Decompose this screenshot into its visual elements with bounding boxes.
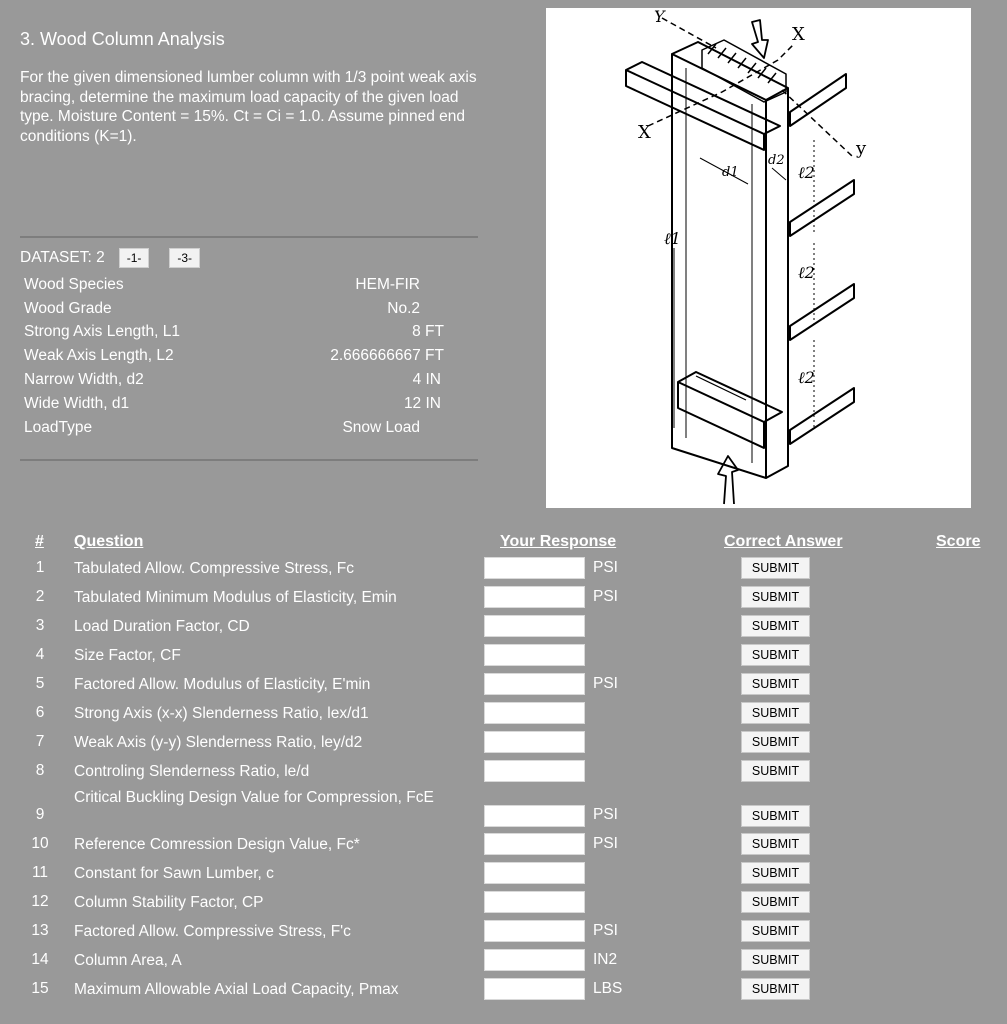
param-value: 12 IN [403, 395, 441, 412]
submit-button[interactable]: SUBMIT [741, 833, 810, 855]
param-label: LoadType [24, 419, 93, 436]
dim-label-l1: ℓ1 [664, 229, 681, 248]
question-number: 14 [31, 951, 49, 968]
question-row [0, 862, 1007, 886]
param-label: Wood Species [24, 276, 124, 293]
question-number: 3 [35, 617, 45, 634]
question-row [0, 644, 1007, 668]
unit-label: IN2 [593, 951, 618, 968]
question-text: Maximum Allowable Axial Load Capacity, Pmax [74, 981, 399, 998]
param-label: Strong Axis Length, L1 [24, 323, 180, 340]
col-header-score: Score [936, 533, 981, 550]
submit-button[interactable]: SUBMIT [741, 557, 810, 579]
divider-bottom [20, 459, 478, 461]
param-value: No.2 [387, 300, 420, 317]
unit-label: LBS [593, 980, 623, 997]
question-row [0, 978, 1007, 1002]
param-wide-width [24, 395, 448, 417]
unit-label: PSI [593, 835, 618, 852]
question-row [0, 702, 1007, 726]
param-wood-species [24, 276, 448, 298]
response-input[interactable] [484, 920, 585, 942]
submit-button[interactable]: SUBMIT [741, 805, 810, 827]
question-row [0, 673, 1007, 697]
question-row [0, 891, 1007, 915]
dim-label-l2-2: ℓ2 [798, 263, 815, 282]
param-value: 8 FT [412, 323, 444, 340]
submit-button[interactable]: SUBMIT [741, 702, 810, 724]
question-row [0, 586, 1007, 610]
param-value: HEM-FIR [355, 276, 420, 293]
submit-button[interactable]: SUBMIT [741, 644, 810, 666]
unit-label: PSI [593, 675, 618, 692]
question-text: Strong Axis (x-x) Slenderness Ratio, lex/d1 [74, 705, 369, 722]
response-input[interactable] [484, 891, 585, 913]
unit-label: PSI [593, 922, 618, 939]
question-number: 8 [35, 762, 45, 779]
param-label: Weak Axis Length, L2 [24, 347, 174, 364]
response-input[interactable] [484, 949, 585, 971]
question-row [0, 557, 1007, 581]
col-header-correct-answer: Correct Answer [724, 533, 843, 550]
dataset-3-button[interactable]: -3- [169, 248, 200, 268]
question-row [0, 833, 1007, 857]
axis-label-x-top: X [792, 24, 805, 45]
unit-label: PSI [593, 559, 618, 576]
question-number: 1 [35, 559, 45, 576]
question-number: 9 [35, 806, 45, 823]
submit-button[interactable]: SUBMIT [741, 673, 810, 695]
response-input[interactable] [484, 862, 585, 884]
question-text: Factored Allow. Compressive Stress, F'c [74, 923, 351, 940]
question-row [0, 760, 1007, 784]
submit-button[interactable]: SUBMIT [741, 978, 810, 1000]
question-row [0, 615, 1007, 639]
col-header-number: # [35, 533, 44, 550]
dim-label-l2-1: ℓ2 [798, 163, 815, 182]
question-number: 12 [31, 893, 49, 910]
question-text: Reference Comression Design Value, Fc* [74, 836, 360, 853]
response-input[interactable] [484, 557, 585, 579]
param-label: Wide Width, d1 [24, 395, 130, 412]
question-number: 7 [35, 733, 45, 750]
param-strong-axis-length [24, 323, 448, 345]
question-number: 15 [31, 980, 49, 997]
axis-label-x-left: X [638, 122, 651, 143]
dim-label-d1: d1 [722, 165, 739, 180]
question-text: Column Stability Factor, CP [74, 894, 264, 911]
submit-button[interactable]: SUBMIT [741, 760, 810, 782]
response-input[interactable] [484, 833, 585, 855]
param-wood-grade [24, 300, 448, 322]
question-text: Tabulated Allow. Compressive Stress, Fc [74, 560, 354, 577]
question-row [0, 949, 1007, 973]
response-input[interactable] [484, 805, 585, 827]
dataset-1-button[interactable]: -1- [119, 248, 150, 268]
response-input[interactable] [484, 615, 585, 637]
submit-button[interactable]: SUBMIT [741, 891, 810, 913]
question-text: Size Factor, CF [74, 647, 181, 664]
col-header-question: Question [74, 533, 144, 550]
param-label: Narrow Width, d2 [24, 371, 144, 388]
question-number: 4 [35, 646, 45, 663]
col-header-response: Your Response [500, 533, 617, 550]
brace-right-3 [790, 388, 854, 444]
submit-button[interactable]: SUBMIT [741, 586, 810, 608]
question-number: 2 [35, 588, 45, 605]
response-input[interactable] [484, 673, 585, 695]
response-input[interactable] [484, 978, 585, 1000]
param-value: 4 IN [412, 371, 441, 388]
problem-description: For the given dimensioned lumber column with 1/3 point weak axis bracing, determine the maximum load capacity of the given load type. Moisture Content = 15%. Ct = Ci = 1.0. Assume pinned end conditions (K=1). [20, 69, 477, 145]
question-row [0, 789, 1007, 837]
brace-board-bottom-left [678, 382, 764, 448]
question-text: Weak Axis (y-y) Slenderness Ratio, ley/d2 [74, 734, 363, 751]
question-text: Constant for Sawn Lumber, c [74, 865, 274, 882]
question-text: Critical Buckling Design Value for Compression, FcE [74, 789, 434, 806]
dataset-label: DATASET: 2 [20, 249, 105, 266]
response-input[interactable] [484, 586, 585, 608]
dataset-selector [20, 248, 200, 268]
dim-label-l2-3: ℓ2 [798, 368, 815, 387]
problem-title: 3. Wood Column Analysis [20, 29, 225, 49]
question-text: Load Duration Factor, CD [74, 618, 250, 635]
question-row [0, 920, 1007, 944]
submit-button[interactable]: SUBMIT [741, 862, 810, 884]
question-row [0, 731, 1007, 755]
brace-right-1 [790, 180, 854, 236]
question-text: Tabulated Minimum Modulus of Elasticity, Emin [74, 589, 397, 606]
response-input[interactable] [484, 760, 585, 782]
submit-button[interactable]: SUBMIT [741, 615, 810, 637]
param-narrow-width [24, 371, 448, 393]
submit-button[interactable]: SUBMIT [741, 920, 810, 942]
submit-button[interactable]: SUBMIT [741, 731, 810, 753]
axis-label-y: Y [654, 8, 665, 26]
question-number: 10 [31, 835, 49, 852]
question-text: Column Area, A [74, 952, 182, 969]
param-value: 2.666666667 FT [330, 347, 444, 364]
question-text: Factored Allow. Modulus of Elasticity, E'min [74, 676, 371, 693]
response-input[interactable] [484, 731, 585, 753]
question-number: 11 [31, 864, 49, 881]
brace-right-2 [790, 284, 854, 340]
param-weak-axis-length [24, 347, 448, 369]
question-number: 5 [35, 675, 45, 692]
param-label: Wood Grade [24, 300, 112, 317]
question-number: 13 [31, 922, 49, 939]
submit-button[interactable]: SUBMIT [741, 949, 810, 971]
divider-top [20, 236, 478, 238]
unit-label: PSI [593, 806, 618, 823]
unit-label: PSI [593, 588, 618, 605]
question-text: Controling Slenderness Ratio, le/d [74, 763, 310, 780]
axis-label-y-right: y [856, 138, 867, 159]
param-value: Snow Load [342, 419, 420, 436]
question-number: 6 [35, 704, 45, 721]
column-diagram [546, 8, 971, 508]
response-input[interactable] [484, 644, 585, 666]
dim-label-d2: d2 [768, 153, 785, 168]
response-input[interactable] [484, 702, 585, 724]
param-load-type [24, 419, 448, 441]
